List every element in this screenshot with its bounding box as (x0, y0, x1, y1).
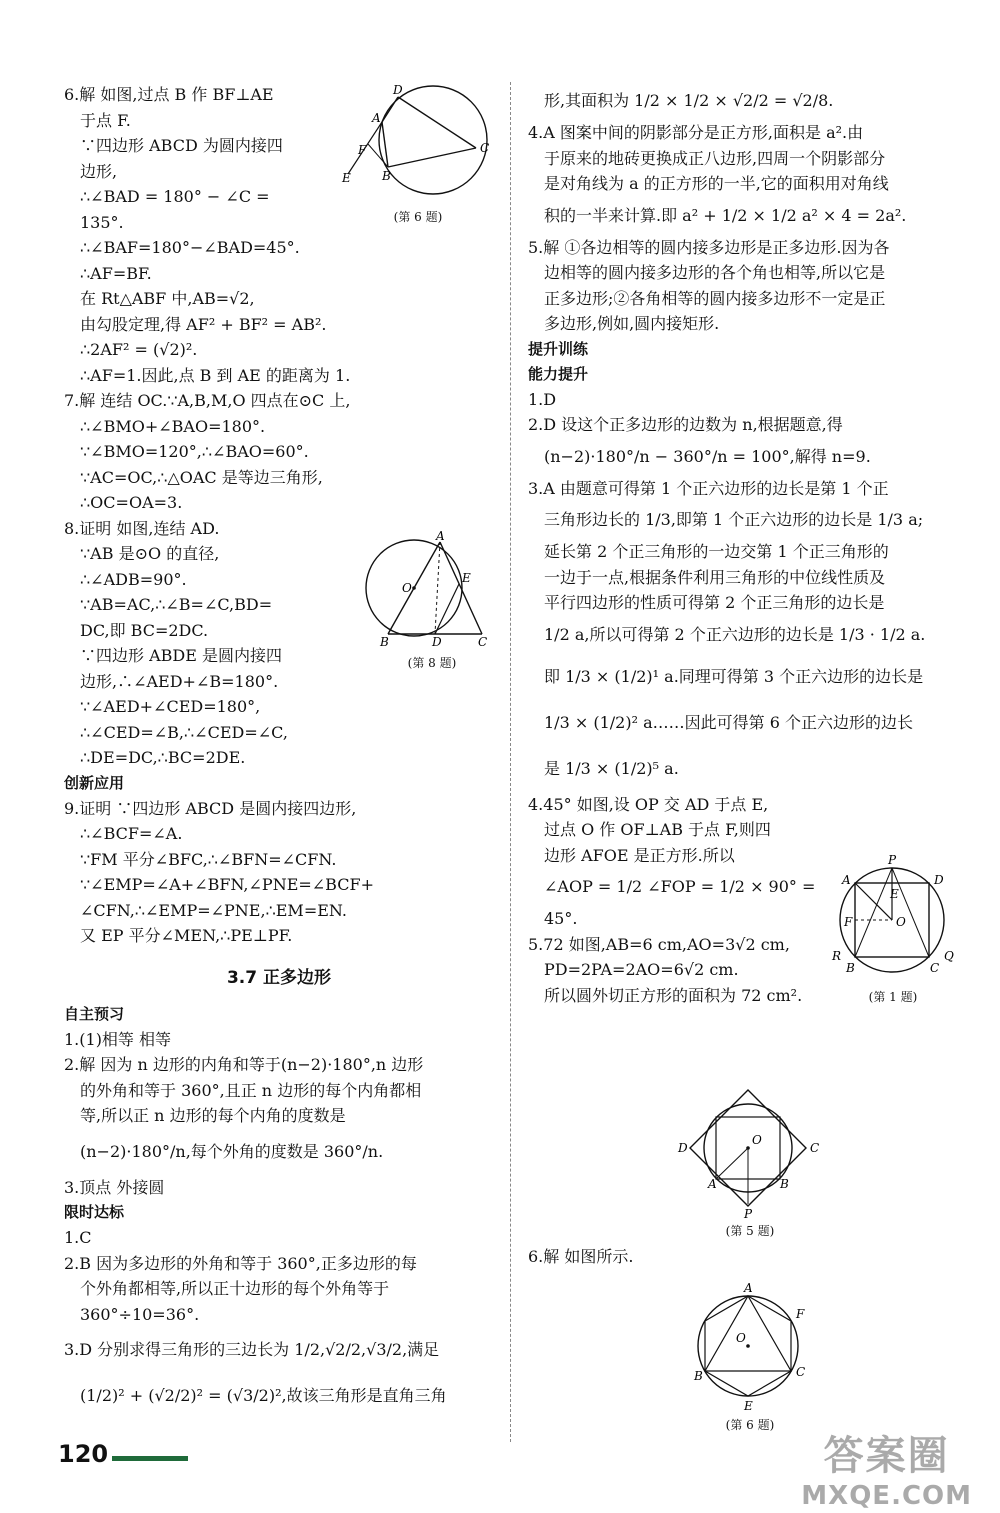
left-line-27: 创新应用 (64, 773, 125, 792)
right-line-1: 4.A 图案中间的阴影部分是正方形,面积是 a².由 (528, 123, 864, 142)
svg-text:C: C (796, 1365, 806, 1379)
left-line-9: 由勾股定理,得 AF² + BF² = AB². (80, 314, 327, 334)
right-line-20: 即 1/3 × (1/2)¹ a.同理可得第 3 个正六边形的边长是 (544, 666, 924, 686)
right-line-3: 是对角线为 a 的正方形的一半,它的面积用对角线 (544, 174, 889, 193)
left-line-19: ∴∠ADB=90°. (80, 569, 187, 589)
svg-text:B: B (780, 1177, 789, 1191)
right-line-24: 过点 O 作 OF⊥AB 于点 F,则四 (544, 820, 771, 839)
figure-caption: (第 1 题) (868, 990, 918, 1004)
svg-text:E: E (744, 1399, 753, 1412)
right-line-4: 积的一半来计算.即 a² + 1/2 × 1/2 a² × 4 = 2a². (544, 205, 907, 225)
left-line-1: 于点 F. (80, 110, 131, 130)
right-line-14: 3.A 由题意可得第 1 个正六边形的边长是第 1 个正 (528, 478, 889, 498)
svg-text:D: D (678, 1141, 688, 1155)
svg-text:E: E (342, 171, 351, 185)
svg-text:C: C (810, 1141, 820, 1155)
left-line-22: ∵四边形 ABDE 是圆内接四 (80, 646, 282, 665)
left-line-4: ∴∠BAD = 180° − ∠C = (80, 187, 270, 206)
left-line-11: ∴AF=1.因此,点 B 到 AE 的距离为 1. (80, 365, 351, 385)
left-line-17: 8.证明 如图,连结 AD. (64, 518, 220, 538)
figure-q6-circle (338, 82, 498, 222)
svg-text:C: C (480, 141, 490, 155)
left-line-3: 边形, (80, 161, 118, 181)
left-line-48: (1/2)² + (√2/2)² = (√3/2)²,故该三角形是直角三角 (80, 1386, 447, 1405)
svg-text:Q: Q (944, 949, 954, 963)
left-line-25: ∴∠CED=∠B,∴∠CED=∠C, (80, 722, 288, 742)
svg-text:O: O (402, 581, 412, 595)
left-line-32: ∠CFN,∴∠EMP=∠PNE,∴EM=EN. (80, 900, 347, 920)
left-line-23: 边形,∴∠AED+∠B=180°. (80, 671, 279, 691)
figure-caption: (第 6 题) (393, 210, 443, 224)
svg-text:D: D (432, 635, 442, 649)
left-line-10: ∴2AF² = (√2)². (80, 340, 198, 359)
right-line-9: 提升训练 (528, 339, 589, 358)
right-line-15: 三角形边长的 1/3,即第 1 个正六边形的边长是 1/3 a; (544, 510, 924, 529)
page-number-bar (112, 1456, 188, 1461)
watermark-bottom: MXQE.COM (801, 1481, 972, 1511)
figure-caption: (第 8 题) (407, 656, 457, 670)
svg-text:D: D (934, 873, 944, 887)
watermark-logo (801, 1424, 972, 1511)
right-line-28: 5.72 如图,AB=6 cm,AO=3√2 cm, (528, 934, 790, 954)
left-line-24: ∵∠AED+∠CED=180°, (80, 697, 261, 716)
svg-text:D: D (393, 83, 403, 97)
left-line-14: ∵∠BMO=120°,∴∠BAO=60°. (80, 442, 309, 461)
svg-text:A: A (372, 111, 381, 125)
left-line-0: 6.解 如图,过点 B 作 BF⊥AE (64, 85, 274, 104)
svg-text:B: B (380, 635, 389, 649)
left-line-46: 360°÷10=36°. (80, 1304, 200, 1324)
figure-caption: (第 6 题) (725, 1418, 775, 1432)
svg-text:E: E (890, 887, 899, 901)
right-line-6: 边相等的圆内接多边形的各个角也相等,所以它是 (544, 263, 886, 282)
left-line-41: 3.顶点 外接圆 (64, 1177, 165, 1197)
figure-q6-hexagon (680, 1280, 820, 1440)
svg-text:A: A (708, 1177, 717, 1191)
svg-text:O: O (752, 1133, 762, 1147)
left-line-5: 135°. (80, 212, 124, 232)
left-column (64, 82, 494, 1419)
left-line-7: ∴AF=BF. (80, 263, 152, 283)
right-line-11: 1.D (528, 389, 557, 409)
left-line-31: ∵∠EMP=∠A+∠BFN,∠PNE=∠BCF+ (80, 875, 374, 894)
right-line-17: 一边于一点,根据条件利用三角形的中位线性质及 (544, 567, 886, 587)
left-line-13: ∴∠BMO+∠BAO=180°. (80, 416, 266, 436)
left-line-40: (n−2)·180°/n,每个外角的度数是 360°/n. (80, 1141, 384, 1161)
svg-text:F: F (844, 915, 853, 929)
left-line-34: 3.7 正多边形 (226, 967, 332, 988)
left-line-28: 9.证明 ∵四边形 ABCD 是圆内接四边形, (64, 798, 357, 818)
left-line-47: 3.D 分别求得三角形的三边长为 1/2,√2/2,√3/2,满足 (64, 1340, 440, 1359)
svg-text:B: B (694, 1369, 703, 1383)
svg-text:E: E (462, 571, 471, 585)
left-line-38: 的外角和等于 360°,且正 n 边形的每个内角都相 (80, 1080, 422, 1100)
right-line-8: 多边形,例如,圆内接矩形. (544, 314, 720, 333)
right-line-5: 5.解 ①各边相等的圆内接多边形是正多边形.因为各 (528, 237, 890, 257)
right-line-29: PD=2PA=2AO=6√2 cm. (544, 960, 739, 979)
figure-caption: (第 5 题) (725, 1224, 775, 1238)
svg-text:C: C (930, 961, 940, 975)
figure-q4-square (828, 852, 958, 1008)
left-line-2: ∵四边形 ABCD 为圆内接四 (80, 136, 283, 155)
svg-text:P: P (888, 853, 897, 867)
left-line-29: ∴∠BCF=∠A. (80, 824, 183, 843)
left-line-33: 又 EP 平分∠MEN,∴PE⊥PF. (80, 926, 293, 945)
left-line-30: ∵FM 平分∠BFC,∴∠BFN=∠CFN. (80, 849, 337, 869)
svg-text:O: O (896, 915, 906, 929)
svg-text:F: F (796, 1307, 805, 1321)
svg-text:C: C (478, 635, 488, 649)
left-line-35: 自主预习 (64, 1004, 125, 1023)
q6-answer-line: 6.解 如图所示. (528, 1247, 634, 1266)
right-line-12: 2.D 设这个正多边形的边数为 n,根据题意,得 (528, 415, 843, 434)
left-line-8: 在 Rt△ABF 中,AB=√2, (80, 289, 255, 308)
svg-text:P: P (744, 1207, 753, 1218)
left-line-39: 等,所以正 n 边形的每个内角的度数是 (80, 1106, 346, 1125)
right-line-10: 能力提升 (528, 364, 589, 383)
right-line-13: (n−2)·180°/n − 360°/n = 100°,解得 n=9. (544, 446, 871, 466)
right-line-0: 形,其面积为 1/2 × 1/2 × √2/2 = √2/8. (544, 91, 834, 110)
left-line-6: ∴∠BAF=180°−∠BAD=45°. (80, 238, 300, 257)
left-line-45: 个外角都相等,所以正十边形的每个外角等于 (80, 1279, 390, 1298)
right-line-18: 平行四边形的性质可得第 2 个正三角形的边长是 (544, 593, 885, 612)
left-line-20: ∵AB=AC,∴∠B=∠C,BD= (80, 595, 273, 614)
svg-text:F: F (358, 143, 367, 157)
right-line-2: 于原来的地砖更换成正八边形,四周一个阴影部分 (544, 148, 886, 168)
left-line-12: 7.解 连结 OC.∵A,B,M,O 四点在⊙C 上, (64, 391, 351, 410)
left-line-18: ∵AB 是⊙O 的直径, (80, 544, 220, 563)
svg-text:A: A (842, 873, 851, 887)
right-line-30: 所以圆外切正方形的面积为 72 cm². (544, 985, 803, 1005)
svg-text:O: O (736, 1331, 746, 1345)
left-line-26: ∴DE=DC,∴BC=2DE. (80, 748, 246, 767)
left-line-36: 1.(1)相等 相等 (64, 1029, 172, 1049)
right-line-23: 4.45° 如图,设 OP 交 AD 于点 E, (528, 794, 769, 814)
right-line-25: 边形 AFOE 是正方形.所以 (544, 845, 735, 865)
right-line-27: 45°. (544, 909, 578, 928)
svg-text:A: A (744, 1281, 753, 1295)
right-line-19: 1/2 a,所以可得第 2 个正六边形的边长是 1/3 · 1/2 a. (544, 624, 926, 644)
right-line-22: 是 1/3 × (1/2)⁵ a. (544, 758, 679, 778)
page-number: 120 (58, 1440, 109, 1468)
left-line-16: ∴OC=OA=3. (80, 493, 183, 512)
svg-text:A: A (436, 530, 445, 543)
svg-text:B: B (382, 169, 391, 183)
svg-text:R: R (832, 949, 842, 963)
svg-text:B: B (846, 961, 855, 975)
right-line-21: 1/3 × (1/2)² a……因此可得第 6 个正六边形的边长 (544, 712, 913, 732)
figure-q8-circle (362, 530, 502, 680)
left-line-42: 限时达标 (64, 1203, 125, 1221)
right-line-16: 延长第 2 个正三角形的一边交第 1 个正三角形的 (544, 542, 889, 561)
left-line-44: 2.B 因为多边形的外角和等于 360°,正多边形的每 (64, 1253, 417, 1273)
figure-q5-square (670, 1086, 830, 1246)
left-line-21: DC,即 BC=2DC. (80, 620, 209, 640)
watermark-top: 答案圈 (823, 1433, 950, 1479)
left-line-43: 1.C (64, 1228, 92, 1247)
column-divider (510, 82, 511, 1442)
right-line-26: ∠AOP = 1/2 ∠FOP = 1/2 × 90° = (544, 877, 816, 896)
right-line-7: 正多边形;②各角相等的圆内接多边形不一定是正 (544, 288, 886, 308)
left-line-37: 2.解 因为 n 边形的内角和等于(n−2)·180°,n 边形 (64, 1055, 424, 1074)
left-line-15: ∵AC=OC,∴△OAC 是等边三角形, (80, 467, 323, 487)
